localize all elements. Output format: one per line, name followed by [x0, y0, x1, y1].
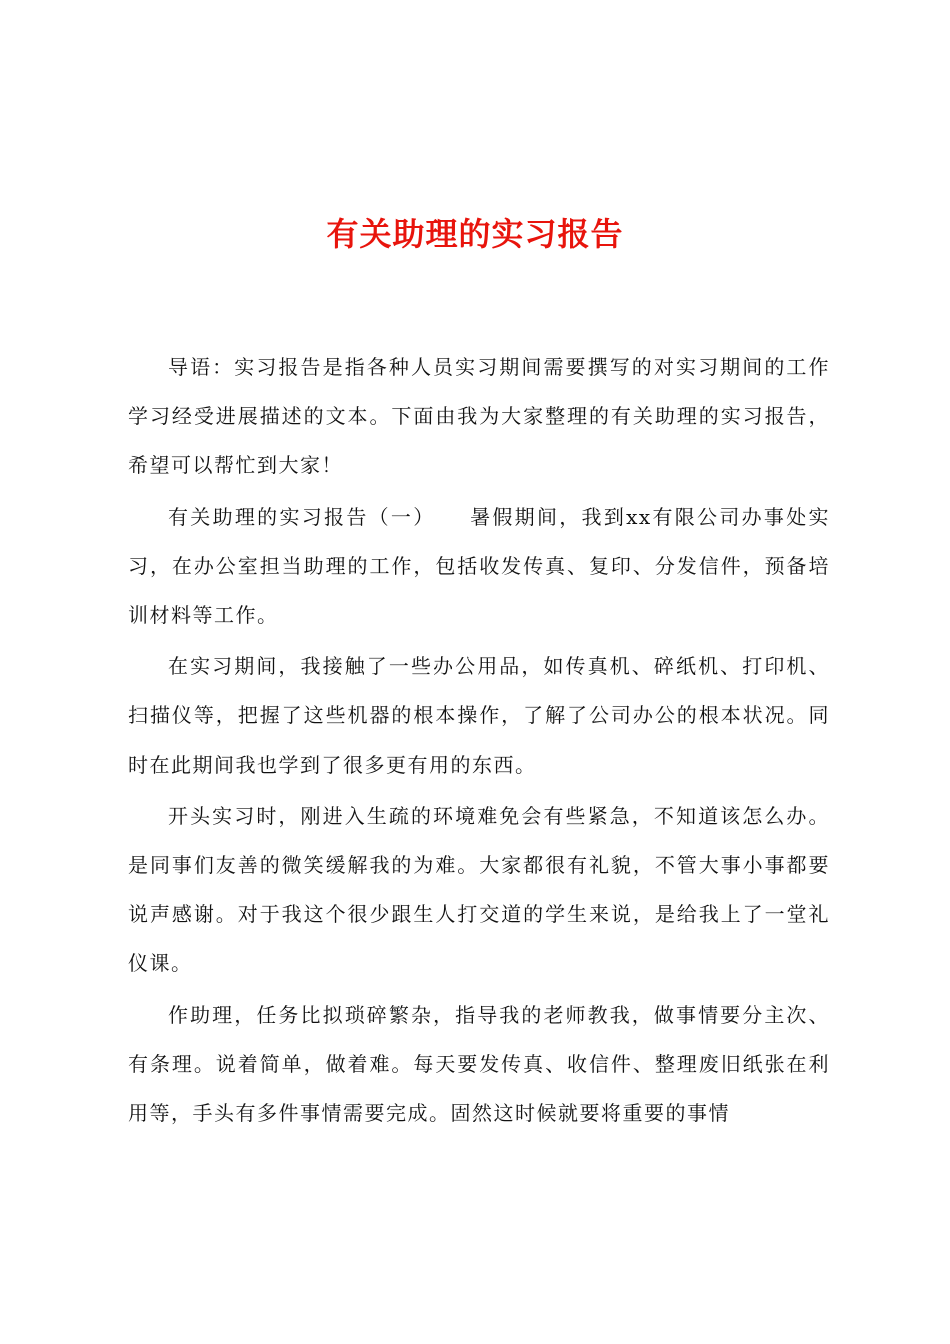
paragraph-report-one: 有关助理的实习报告（一） 暑假期间，我到xx有限公司办事处实习，在办公室担当助理的工作，包括收发传真、复印、分发信件，预备培训材料等工作。 [128, 504, 830, 628]
paragraph-assistant-duties: 作助理，任务比拟琐碎繁杂，指导我的老师教我，做事情要分主次、有条理。说着简单，做着难。每天要发传真、收信件、整理废旧纸张在利用等，手头有多件事情需要完成。固然这时候就要将重要的事情 [128, 1002, 830, 1126]
paragraph-beginning: 开头实习时，刚进入生疏的环境难免会有些紧急，不知道该怎么办。是同事们友善的微笑缓解我的为难。大家都很有礼貌，不管大事小事都要说声感谢。对于我这个很少跟生人打交道的学生来说，是给我上了一堂礼仪课。 [128, 803, 830, 976]
paragraph-intro: 导语：实习报告是指各种人员实习期间需要撰写的对实习期间的工作学习经受进展描述的文本。下面由我为大家整理的有关助理的实习报告，希望可以帮忙到大家！ [128, 355, 830, 478]
document-body [128, 343, 830, 1140]
paragraph-office-equipment: 在实习期间，我接触了一些办公用品，如传真机、碎纸机、打印机、扫描仪等，把握了这些机器的根本操作，了解了公司办公的根本状况。同时在此期间我也学到了很多更有用的东西。 [128, 654, 830, 777]
document-title: 有关助理的实习报告 [326, 215, 624, 253]
